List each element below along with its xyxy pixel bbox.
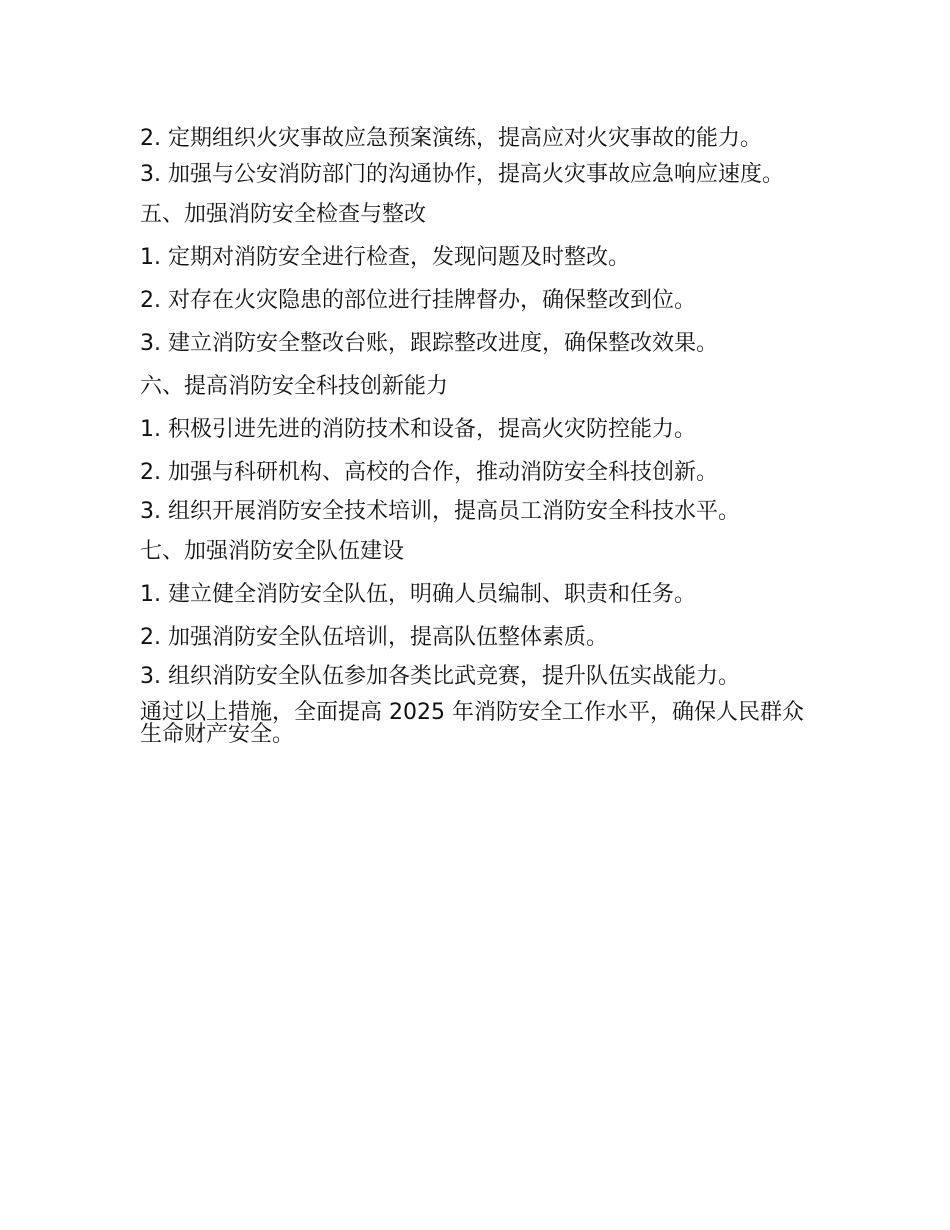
paragraph-competition: 3. 组织消防安全队伍参加各类比武竞赛，提升队伍实战能力。 — [140, 664, 740, 689]
paragraph-coordination: 3. 加强与公安消防部门的沟通协作，提高火灾事故应急响应速度。 — [140, 162, 784, 187]
document-body — [140, 128, 810, 760]
paragraph-conclusion: 通过以上措施，全面提高 2025 年消防安全工作水平，确保人民群众生命财产安全。 — [140, 700, 804, 747]
section-heading-inspection: 五、加强消防安全检查与整改 — [140, 202, 427, 227]
paragraph-drill: 2. 定期组织火灾事故应急预案演练，提高应对火灾事故的能力。 — [140, 126, 762, 151]
section-heading-innovation: 六、提高消防安全科技创新能力 — [140, 374, 449, 399]
section-heading-team: 七、加强消防安全队伍建设 — [140, 539, 405, 564]
paragraph-supervision: 2. 对存在火灾隐患的部位进行挂牌督办，确保整改到位。 — [140, 288, 696, 313]
paragraph-ledger: 3. 建立消防安全整改台账，跟踪整改进度，确保整改效果。 — [140, 331, 718, 356]
paragraph-team-training: 2. 加强消防安全队伍培训，提高队伍整体素质。 — [140, 625, 608, 650]
paragraph-cooperation: 2. 加强与科研机构、高校的合作，推动消防安全科技创新。 — [140, 460, 718, 485]
paragraph-technology: 1. 积极引进先进的消防技术和设备，提高火灾防控能力。 — [140, 417, 696, 442]
paragraph-regular-inspection: 1. 定期对消防安全进行检查，发现问题及时整改。 — [140, 245, 630, 270]
paragraph-team-building: 1. 建立健全消防安全队伍，明确人员编制、职责和任务。 — [140, 582, 696, 607]
paragraph-training: 3. 组织开展消防安全技术培训，提高员工消防安全科技水平。 — [140, 499, 740, 524]
